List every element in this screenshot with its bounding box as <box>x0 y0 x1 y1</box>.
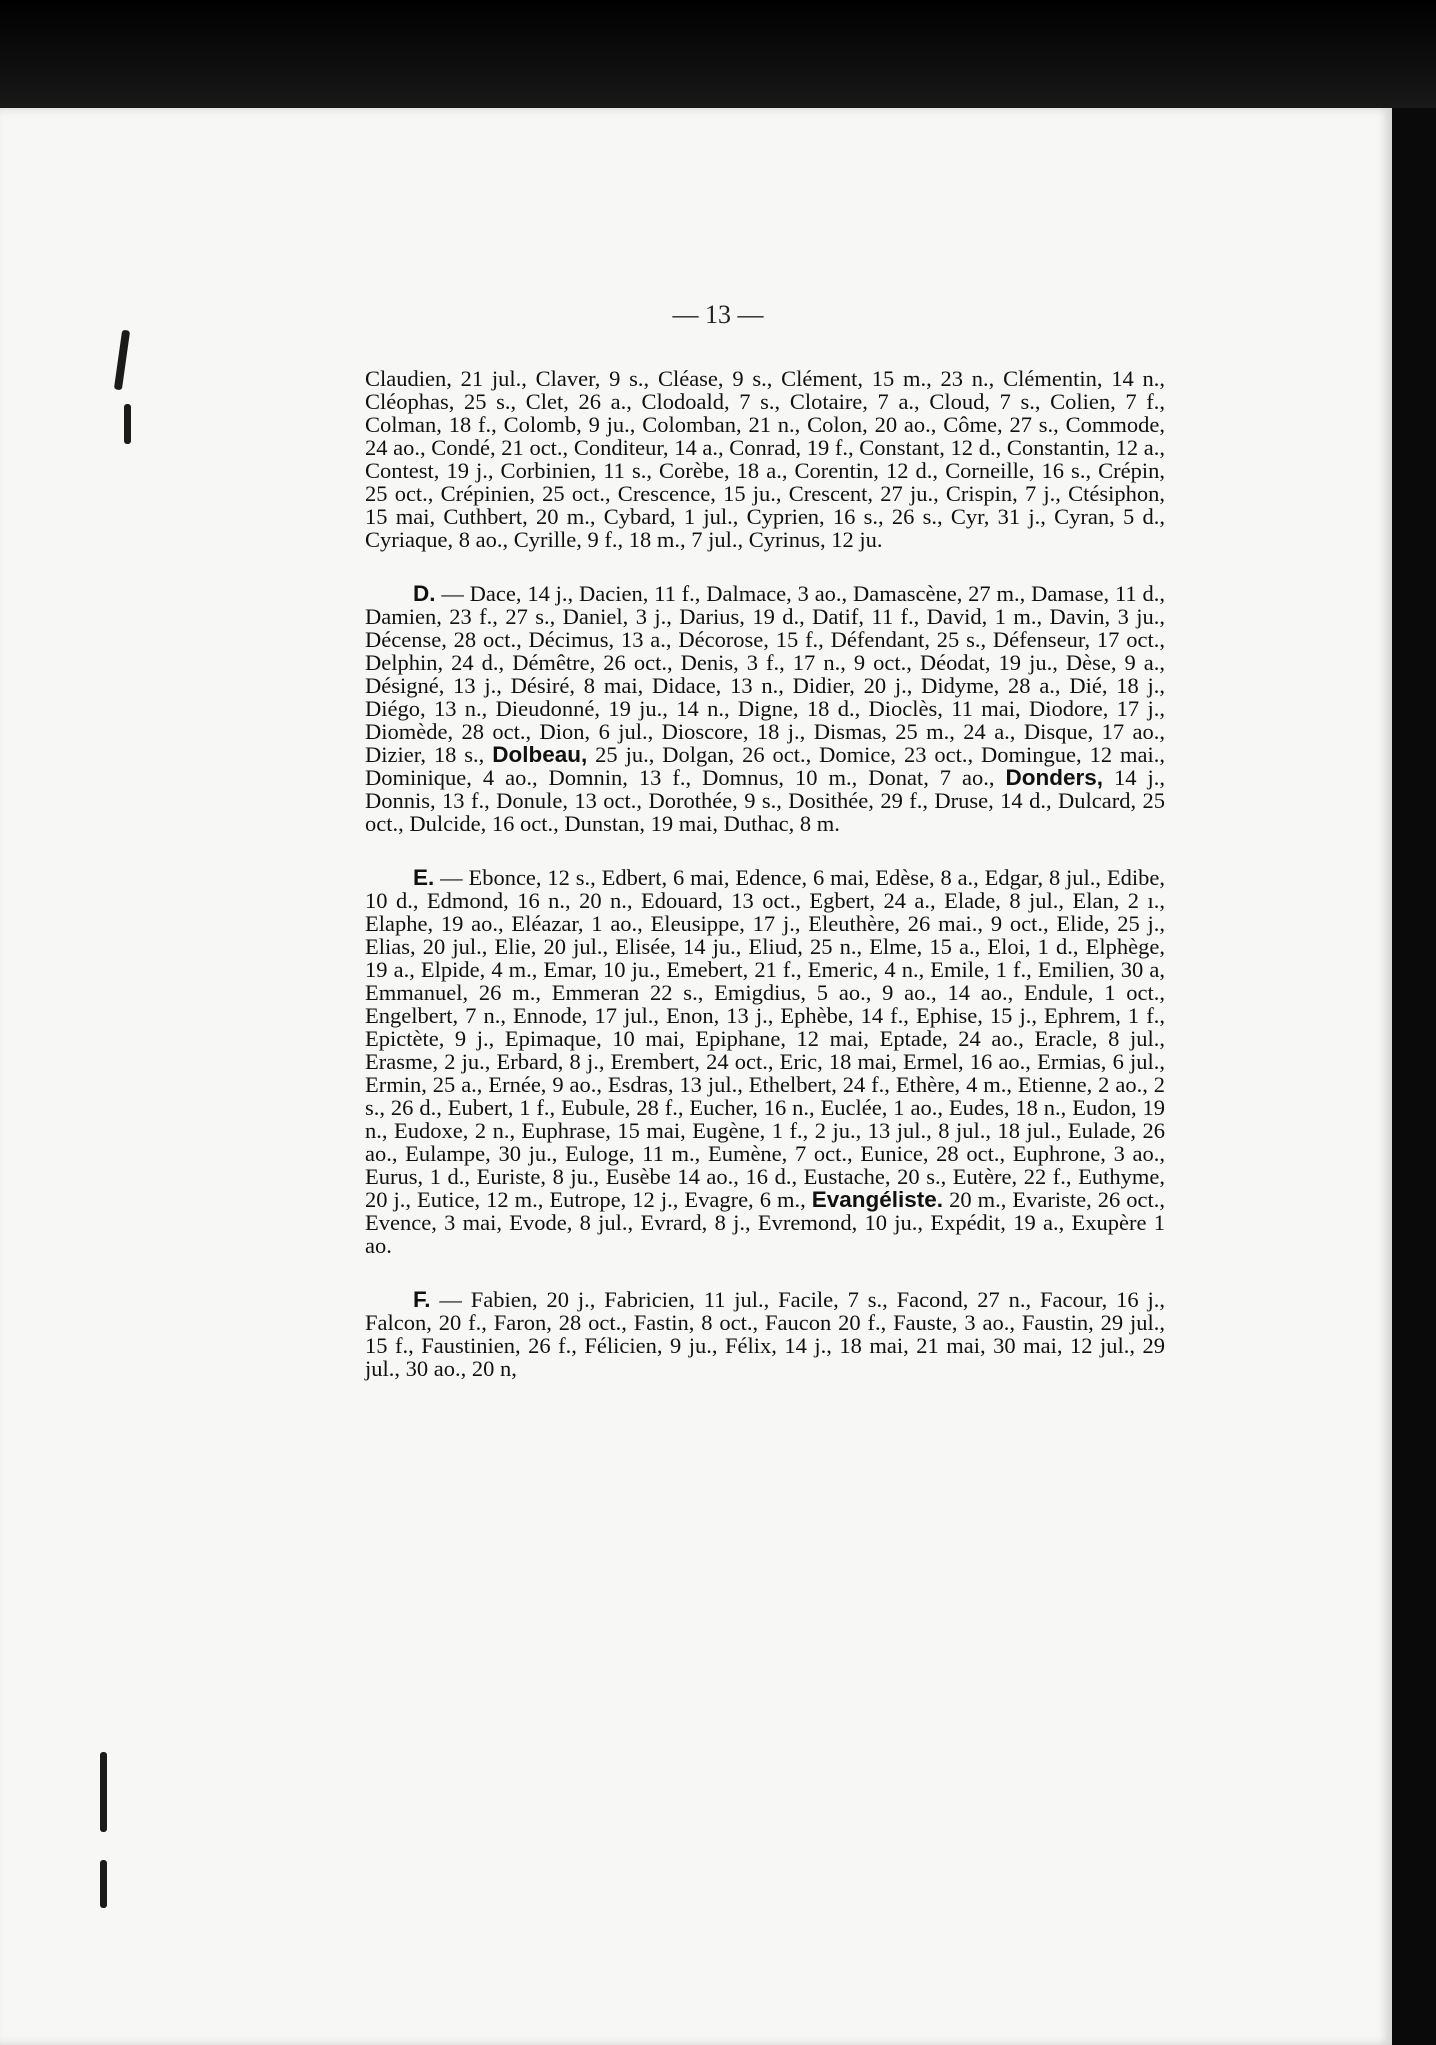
text-block <box>365 367 1165 1411</box>
section-letter: F. <box>413 1287 431 1312</box>
scan-mark <box>100 1860 107 1908</box>
section-letter: D. <box>413 581 436 606</box>
entry-e <box>365 866 1165 1257</box>
entry-text: 25 ju., Dolgan, 26 oct., Domice, 23 oct., Domingue, 12 mai., Dominique, 4 ao., Domnin, 13 f., Domnus, 10 m., Donat, 7 ao., <box>365 742 1165 790</box>
entry-f <box>365 1288 1165 1380</box>
bold-name: Donders, <box>1005 765 1104 790</box>
scan-top-border <box>0 0 1436 110</box>
entry-c <box>365 367 1165 551</box>
page-number: — 13 — <box>672 300 764 329</box>
bold-name: Evangéliste. <box>811 1187 944 1212</box>
scan-right-border <box>1392 108 1436 2045</box>
entry-text: — Dace, 14 j., Dacien, 11 f., Dalmace, 3 ao., Damascène, 27 m., Damase, 11 d., Damien, 23 f., 27 s., Daniel, 3 j., Darius, 19 d., Datif, 11 f., David, 1 m., Davin, 3 ju., Décense, 28 oct., Décimus, 13 a., Décorose, 15 f., Défendant, 25 s., Défenseur, 17 oct., Delphin, 24 d., Démêtre, 26 oct., Denis, 3 f., 17 n., 9 oct., Déodat, 19 ju., Dèse, 9 a., Désigné, 13 j., Désiré, 8 mai, Didace, 13 n., Didier, 20 j., Didyme, 28 a., Dié, 18 j., Diégo, 13 n., Dieudonné, 19 ju., 14 n., Digne, 18 d., Dioclès, 11 mai, Diodore, 17 j., Diomède, 28 oct., Dion, 6 jul., Dioscore, 18 j., Dismas, 25 m., 24 a., Disque, 17 ao., Dizier, 18 s., <box>365 581 1165 767</box>
bold-name: Dolbeau, <box>492 742 588 767</box>
section-letter: E. <box>413 865 435 890</box>
entry-d <box>365 582 1165 835</box>
entry-text: 20 m., Evariste, 26 oct., Evence, 3 mai, Evode, 8 jul., Evrard, 8 j., Evremond, 10 ju., Expédit, 19 a., Exupère 1 ao. <box>365 1187 1165 1258</box>
scan-mark <box>100 1752 107 1832</box>
entry-text: Claudien, 21 jul., Claver, 9 s., Cléase, 9 s., Clément, 15 m., 23 n., Clémentin, 14 n., Cléophas, 25 s., Clet, 26 a., Clodoald, 7 s., Clotaire, 7 a., Cloud, 7 s., Colien, 7 f., Colman, 18 f., Colomb, 9 ju., Colomban, 21 n., Colon, 20 ao., Côme, 27 s., Commode, 24 ao., Condé, 21 oct., Conditeur, 14 a., Conrad, 19 f., Constant, 12 d., Constantin, 12 a., Contest, 19 j., Corbinien, 11 s., Corèbe, 18 a., Corentin, 12 d., Corneille, 16 s., Crépin, 25 oct., Crépinien, 25 oct., Crescence, 15 ju., Crescent, 27 ju., Crispin, 7 j., Ctésiphon, 15 mai, Cuthbert, 20 m., Cybard, 1 jul., Cyprien, 16 s., 26 s., Cyr, 31 j., Cyran, 5 d., Cyriaque, 8 ao., Cyrille, 9 f., 18 m., 7 jul., Cyrinus, 12 ju. <box>365 366 1165 552</box>
entry-text: — Fabien, 20 j., Fabricien, 11 jul., Facile, 7 s., Facond, 27 n., Facour, 16 j., Falcon, 20 f., Faron, 28 oct., Fastin, 8 oct., Faucon 20 f., Fauste, 3 ao., Faustin, 29 jul., 15 f., Faustinien, 26 f., Félicien, 9 ju., Félix, 14 j., 18 mai, 21 mai, 30 mai, 12 jul., 29 jul., 30 ao., 20 n, <box>365 1287 1165 1381</box>
scan-mark <box>124 404 131 444</box>
entry-text: 14 j., Donnis, 13 f., Donule, 13 oct., Dorothée, 9 s., Dosithée, 29 f., Druse, 14 d., Dulcard, 25 oct., Dulcide, 16 oct., Dunstan, 19 mai, Duthac, 8 m. <box>365 765 1165 836</box>
entry-text: — Ebonce, 12 s., Edbert, 6 mai, Edence, 6 mai, Edèse, 8 a., Edgar, 8 jul., Edibe, 10 d., Edmond, 16 n., 20 n., Edouard, 13 oct., Egbert, 24 a., Elade, 8 jul., Elan, 2 ı., Elaphe, 19 ao., Eléazar, 1 ao., Eleusippe, 17 j., Eleuthère, 26 mai., 9 oct., Elide, 25 j., Elias, 20 jul., Elie, 20 jul., Elisée, 14 ju., Eliud, 25 n., Elme, 15 a., Eloi, 1 d., Elphège, 19 a., Elpide, 4 m., Emar, 10 ju., Emebert, 21 f., Emeric, 4 n., Emile, 1 f., Emilien, 30 a, Emmanuel, 26 m., Emmeran 22 s., Emigdius, 5 ao., 9 ao., 14 ao., Endule, 1 oct., Engelbert, 7 n., Ennode, 17 jul., Enon, 13 j., Ephèbe, 14 f., Ephise, 15 j., Ephrem, 1 f., Epictète, 9 j., Epimaque, 10 mai, Epiphane, 12 mai, Eptade, 24 ao., Eracle, 8 jul., Erasme, 2 ju., Erbard, 8 j., Erembert, 24 oct., Eric, 18 mai, Ermel, 16 ao., Ermias, 6 jul., Ermin, 25 a., Ernée, 9 ao., Esdras, 13 jul., Ethelbert, 24 f., Ethère, 4 m., Etienne, 2 ao., 2 s., 26 d., Eubert, 1 f., Eubule, 28 f., Eucher, 16 n., Euclée, 1 ao., Eudes, 18 n., Eudon, 19 n., Eudoxe, 2 n., Euphrase, 15 mai, Eugène, 1 f., 2 ju., 13 jul., 8 jul., 18 jul., Eulade, 26 ao., Eulampe, 30 ju., Euloge, 11 m., Eumène, 7 oct., Eunice, 28 oct., Euphrone, 3 ao., Eurus, 1 d., Euriste, 8 ju., Eusèbe 14 ao., 16 d., Eustache, 20 s., Eutère, 22 f., Euthyme, 20 j., Eutice, 12 m., Eutrope, 12 j., Evagre, 6 m., <box>365 865 1165 1212</box>
